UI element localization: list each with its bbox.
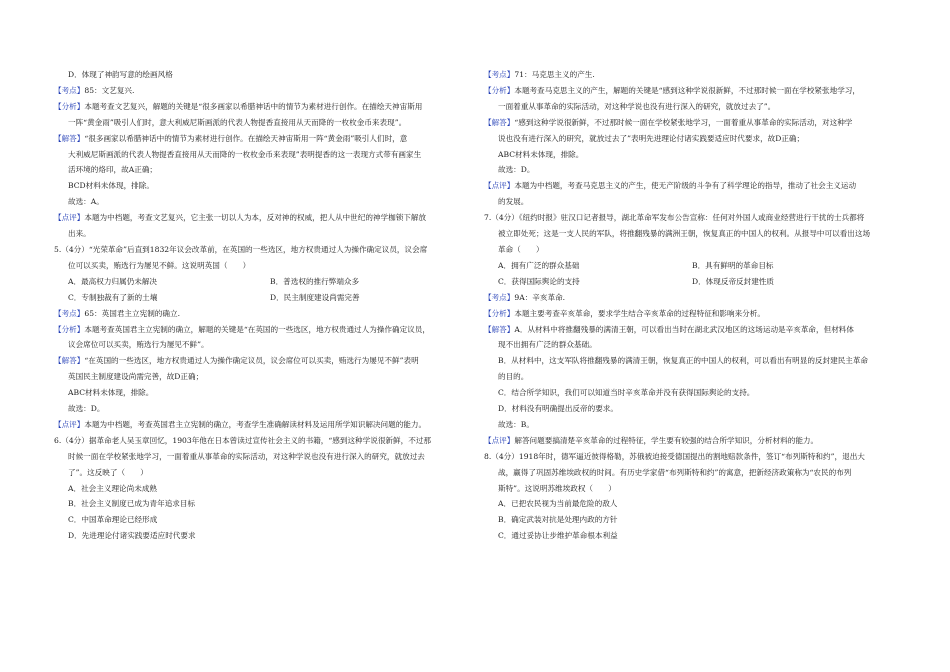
annotated-line xyxy=(484,306,900,322)
annotated-line xyxy=(54,353,472,369)
question-line: 8.（4分）1918年时，德军逼近彼得格勒，苏俄被迫接受德国提出的割地赔款条件，签订“布列斯特和约”，退出大 xyxy=(484,451,865,461)
answer-option: A．拥有广泛的群众基础 xyxy=(498,260,580,270)
question-line: 6.（4分）据革命老人吴玉章回忆，1903年他在日本曾读过宣传社会主义的书籍，“感到这种学说很新鲜，不过那 xyxy=(54,435,431,445)
body-line: ABC材料未体现，排除。 xyxy=(498,149,584,159)
annotated-line xyxy=(484,67,900,83)
annotated-line xyxy=(54,99,472,115)
line-text: 本题为中档题，考查英国君主立宪制的确立，考查学生准确解读材料及运用所学知识解决问题的能力。 xyxy=(84,419,427,429)
body-line: B．从材料中，这支军队将推翻残暴的满清王朝，恢复真正的中国人的权利，可以看出有明显的反封建民主革命 xyxy=(498,356,869,366)
answer-option: D．民主制度建设尚需完善 xyxy=(270,292,360,302)
answer-option: B．普选权的推行弊端众多 xyxy=(270,276,360,286)
body-line: 斯特”。这说明苏维埃政权（ ） xyxy=(498,483,616,493)
line-text: 本题主要考查辛亥革命，要求学生结合辛亥革命的过程特征和影响来分析。 xyxy=(514,308,765,318)
body-line: BCD材料未体现，排除。 xyxy=(68,181,154,191)
body-line: 大利威尼斯画派的代表人物提香直接用从天而降的一枚枚金币来表现”表明提香的这一表现方式带有画家生 xyxy=(68,149,422,159)
body-line: 的发展。 xyxy=(498,197,529,207)
question-line: 7.（4分）《纽约时报》驻汉口记者报导，湖北革命军发布公告宣称：任何对外国人或商业经营进行干扰的士兵都将 xyxy=(484,213,865,223)
annotated-line xyxy=(54,83,472,99)
section-tag: 【解答】 xyxy=(54,133,85,143)
line-text: 9A：辛亥革命. xyxy=(514,292,566,302)
annotated-line xyxy=(484,83,900,99)
body-line: 故选：D。 xyxy=(68,404,105,414)
body-line: 革命（ ） xyxy=(498,244,544,254)
body-line: 故选：D。 xyxy=(498,165,535,175)
annotated-line xyxy=(484,433,900,449)
line-text: 65：英国君主立宪制的确立. xyxy=(84,308,180,318)
body-line: C．中国革命理论已经形成 xyxy=(68,515,158,525)
body-line: 时候一面在学校紧张地学习，一面着重从事革命的实际活动，对这种学说也没有进行深入的研究，就放过去 xyxy=(68,451,425,461)
body-line: 故选：B。 xyxy=(498,419,534,429)
body-line: B．社会主义制度已成为青年追求目标 xyxy=(68,499,196,509)
body-line: 战，赢得了巩固苏维埃政权的时间。有历史学家借“布列斯特和约”的寓意，把新经济政策称为“农民的布列 xyxy=(498,467,852,477)
section-tag: 【点评】 xyxy=(54,213,85,223)
line-text: 本题为中档题，考查马克思主义的产生，使无产阶级的斗争有了科学理论的指导，推动了社会主义运动 xyxy=(514,181,857,191)
left-column xyxy=(54,67,472,544)
body-line: A．已把农民视为当前最危险的敌人 xyxy=(498,499,618,509)
line-text: “在英国的一些选区，地方权贵通过人为操作确定议员，议会席位可以买卖，贿选行为屡见不鲜”表明 xyxy=(84,356,419,366)
body-line: D．先进理论付诸实践要适应时代要求 xyxy=(68,531,196,541)
annotated-line xyxy=(54,322,472,338)
line-text: 解答问题要搞清楚辛亥革命的过程特征，学生要有较强的结合所学知识，分析材料的能力。 xyxy=(514,435,819,445)
answer-options-row xyxy=(484,274,900,290)
section-tag: 【考点】 xyxy=(484,292,515,302)
body-line: C．通过妥协让步维护革命根本利益 xyxy=(498,531,618,541)
answer-option: A．最高权力归属仍未解决 xyxy=(68,276,158,286)
body-line: 活环境的烙印，故A正确； xyxy=(68,165,158,175)
annotated-line xyxy=(54,417,472,433)
body-line: 现不出拥有广泛的群众基础。 xyxy=(498,340,597,350)
body-line: A．社会主义理论尚未成熟 xyxy=(68,483,158,493)
section-tag: 【点评】 xyxy=(484,435,515,445)
section-tag: 【分析】 xyxy=(54,324,85,334)
line-text: 85：文艺复兴. xyxy=(84,85,135,95)
body-line: 说也没有进行深入的研究，就放过去了”表明先进理论付诸实践要适应时代要求，故D正确； xyxy=(498,133,805,143)
section-tag: 【考点】 xyxy=(54,308,85,318)
section-tag: 【解答】 xyxy=(484,324,515,334)
body-line: 英国民主制度建设尚需完善，故D正确； xyxy=(68,372,204,382)
answer-options-row xyxy=(54,274,472,290)
answer-option: C．获得国际舆论的支持 xyxy=(498,276,580,286)
answer-options-row xyxy=(54,290,472,306)
line-text: 71：马克思主义的产生. xyxy=(514,70,595,79)
line-text: A．从材料中将推翻残暴的满清王朝，可以看出当时在湖北武汉地区的这场运动是辛亥革命，但材料体 xyxy=(514,324,854,334)
annotated-line xyxy=(484,322,900,338)
line-text: 本题为中档题，考查文艺复兴，它主张一切以人为本，反对神的权威，把人从中世纪的神学枷锁下解放 xyxy=(84,213,427,223)
answer-options-row xyxy=(484,258,900,274)
body-line: 出来。 xyxy=(68,229,91,239)
body-line: 议会席位可以买卖，贿选行为屡见不鲜”。 xyxy=(68,340,209,350)
section-tag: 【考点】 xyxy=(484,70,515,79)
annotated-line xyxy=(54,210,472,226)
right-column xyxy=(484,67,900,544)
body-line: B．确定武装对抗是处理内政的方针 xyxy=(498,515,618,525)
annotated-line xyxy=(484,178,900,194)
line-text: “感到这种学说很新鲜，不过那时候一面在学校紧张地学习，一面着重从事革命的实际活动，对这种学 xyxy=(514,117,853,127)
section-tag: 【解答】 xyxy=(484,117,515,127)
question-line: 5.（4分）“光荣革命”后直到1832年议会改革前，在英国的一些选区，地方权贵通过人为操作确定议员，议会席 xyxy=(54,244,428,254)
annotated-line xyxy=(54,131,472,147)
answer-option: C．专制独裁有了新的土壤 xyxy=(68,292,158,302)
line-text: 本题考查英国君主立宪制的确立，解题的关键是“在英国的一些选区，地方权贵通过人为操作确定议员， xyxy=(84,324,430,334)
annotated-line xyxy=(54,306,472,322)
body-line: 的目的。 xyxy=(498,372,529,382)
section-tag: 【解答】 xyxy=(54,356,85,366)
body-line: C．结合所学知识，我们可以知道当时辛亥革命并没有获得国际舆论的支持。 xyxy=(498,388,755,398)
section-tag: 【分析】 xyxy=(484,85,515,95)
body-line: 故选：A。 xyxy=(68,197,104,207)
body-line: D．体现了神韵写意的绘画风格 xyxy=(68,70,173,79)
body-line: 一阵“黄金雨”吸引人们时，意大利威尼斯画派的代表人物提香直接用从天而降的一枚枚金币来表现”。 xyxy=(68,117,407,127)
body-line: 一面着重从事革命的实际活动，对这种学说也没有进行深入的研究，就放过去了”。 xyxy=(498,101,776,111)
line-text: “很多画家以希腊神话中的情节为素材进行创作。在描绘天神宙斯用一阵“黄金雨”吸引人们时，意 xyxy=(84,133,408,143)
line-text: 本题考查文艺复兴，解题的关键是“很多画家以希腊神话中的情节为素材进行创作。在描绘天神宙斯用 xyxy=(84,101,423,111)
line-text: 本题考查马克思主义的产生，解题的关键是“感到这种学说很新鲜，不过那时候一面在学校紧张地学习， xyxy=(514,85,860,95)
body-line: 了”。这反映了（ ） xyxy=(68,467,148,477)
body-line: 位可以买卖，贿选行为屡见不鲜。这说明英国（ ） xyxy=(68,260,251,270)
section-tag: 【考点】 xyxy=(54,85,85,95)
answer-option: D．体现反帝反封建性质 xyxy=(692,276,775,286)
body-line: D．材料没有明确提出反帝的要求。 xyxy=(498,404,618,414)
section-tag: 【分析】 xyxy=(484,308,515,318)
section-tag: 【点评】 xyxy=(484,181,515,191)
section-tag: 【点评】 xyxy=(54,419,85,429)
annotated-line xyxy=(484,115,900,131)
annotated-line xyxy=(484,290,900,306)
section-tag: 【分析】 xyxy=(54,101,85,111)
answer-option: B．具有鲜明的革命目标 xyxy=(692,260,774,270)
body-line: 被立即处死；这是一支人民的军队，将推翻残暴的满洲王朝，恢复真正的中国人的权利。从报导中可以看出这场 xyxy=(498,229,871,239)
body-line: ABC材料未体现，排除。 xyxy=(68,388,154,398)
